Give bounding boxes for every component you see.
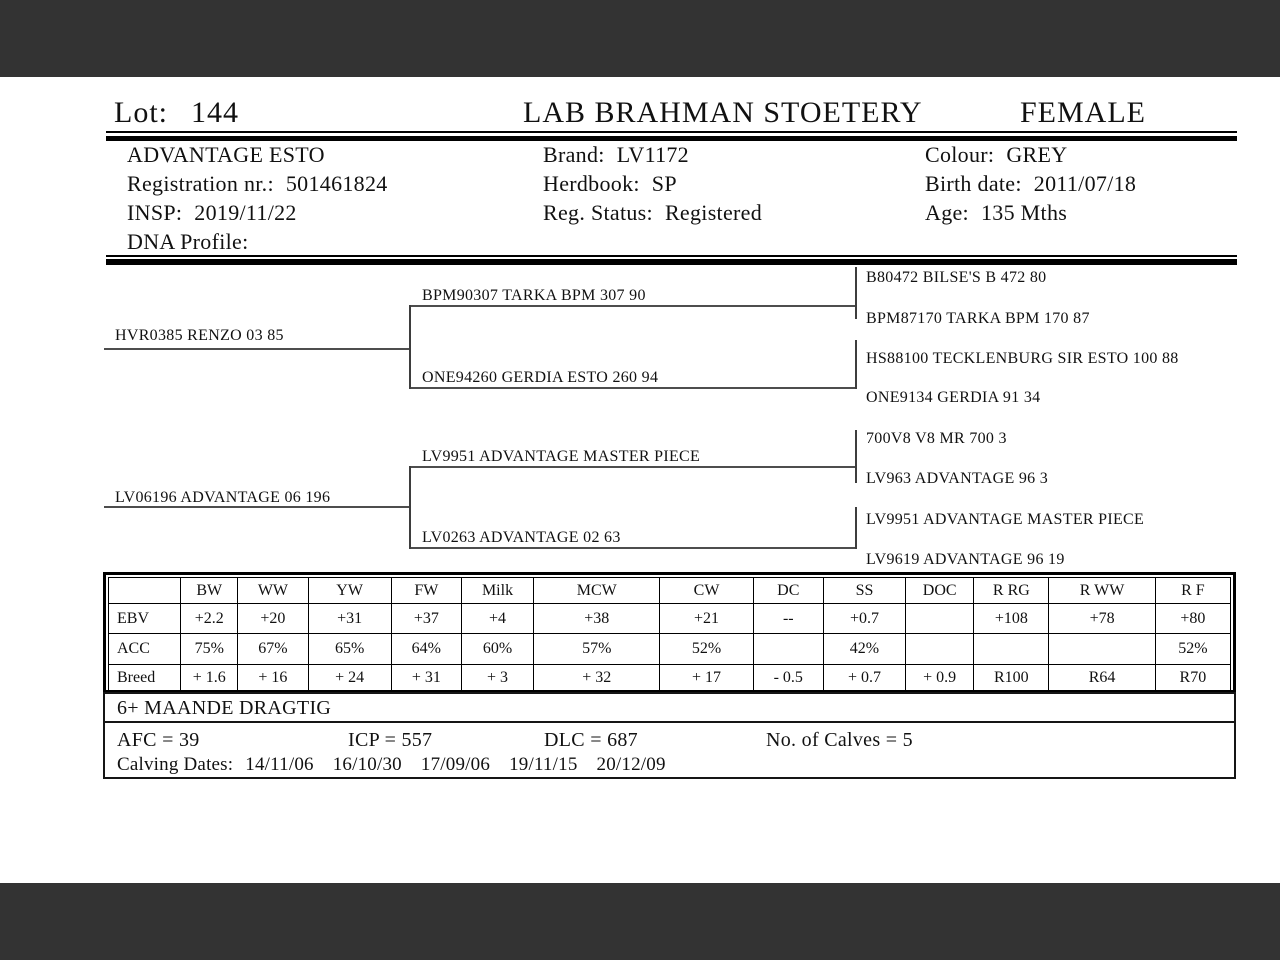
- ebv-cell: + 17: [660, 665, 753, 692]
- ebv-col-header: YW: [308, 578, 391, 604]
- pedigree-line: [855, 267, 857, 319]
- herdbook-field: [543, 171, 677, 197]
- dlc-stat: DLC = 687: [544, 729, 638, 751]
- stats-box: [103, 721, 1236, 779]
- brand-label: Brand:: [543, 142, 605, 167]
- ebv-cell: [753, 634, 823, 665]
- pedigree-line: [104, 506, 410, 508]
- icp-stat: ICP = 557: [348, 729, 433, 751]
- pedigree-line: [409, 466, 411, 549]
- pedigree-gg-name: HS88100 TECKLENBURG SIR ESTO 100 88: [866, 350, 1179, 367]
- colour-label: Colour:: [925, 142, 995, 167]
- pedigree-gg-name: LV9619 ADVANTAGE 96 19: [866, 551, 1065, 568]
- pedigree-gg-name: ONE9134 GERDIA 91 34: [866, 389, 1041, 406]
- calving-dates-line: [117, 754, 666, 776]
- ebv-col-header: R WW: [1049, 578, 1155, 604]
- ebv-cell: +21: [660, 604, 753, 634]
- ebv-cell: 65%: [308, 634, 391, 665]
- age-field: [925, 200, 1067, 226]
- ebv-cell: +31: [308, 604, 391, 634]
- calving-dates-label: Calving Dates:: [117, 754, 234, 775]
- ebv-cell: 57%: [534, 634, 660, 665]
- calves-count-stat: No. of Calves = 5: [766, 729, 913, 751]
- insp-value: 2019/11/22: [194, 200, 297, 225]
- dna-profile-field: [127, 229, 261, 255]
- herdbook-value: SP: [651, 171, 677, 196]
- ebv-cell: 52%: [660, 634, 753, 665]
- calving-date: 19/11/15: [509, 754, 578, 775]
- registration-value: 501461824: [285, 171, 388, 196]
- lot-label: Lot:: [114, 96, 168, 129]
- ebv-col-header: CW: [660, 578, 753, 604]
- top-dark-bar: [0, 0, 1280, 77]
- pedigree-line: [855, 340, 857, 389]
- pedigree-gg-name: B80472 BILSE'S B 472 80: [866, 269, 1047, 286]
- pedigree-line: [855, 430, 857, 483]
- ebv-cell: +2.2: [181, 604, 238, 634]
- calving-date: 16/10/30: [332, 754, 402, 775]
- header-rule-thick: [106, 136, 1237, 141]
- pedigree-sire-dam-name: ONE94260 GERDIA ESTO 260 94: [422, 369, 659, 386]
- ebv-table-row: [109, 634, 1231, 665]
- reg-status-label: Reg. Status:: [543, 200, 653, 225]
- details-rule-thin: [106, 255, 1237, 257]
- ebv-col-header: BW: [181, 578, 238, 604]
- ebv-cell: + 16: [238, 665, 308, 692]
- pedigree-gg-name: LV963 ADVANTAGE 96 3: [866, 470, 1049, 487]
- pedigree-line: [410, 466, 857, 468]
- birth-date-label: Birth date:: [925, 171, 1022, 196]
- ebv-cell: +78: [1049, 604, 1155, 634]
- ebv-cell: +108: [974, 604, 1049, 634]
- ebv-col-header: MCW: [534, 578, 660, 604]
- ebv-col-header: R F: [1155, 578, 1230, 604]
- ebv-cell: 52%: [1155, 634, 1230, 665]
- ebv-cell: +37: [391, 604, 461, 634]
- brand-value: LV1172: [616, 142, 689, 167]
- animal-name: ADVANTAGE ESTO: [127, 142, 325, 167]
- ebv-cell: + 24: [308, 665, 391, 692]
- ebv-col-header: FW: [391, 578, 461, 604]
- pedigree-gg-name: BPM87170 TARKA BPM 170 87: [866, 310, 1090, 327]
- lot-line: [114, 96, 239, 130]
- lot-number: 144: [191, 96, 239, 129]
- ebv-cell: 60%: [461, 634, 533, 665]
- pedigree-line: [410, 305, 857, 307]
- ebv-col-header: DOC: [906, 578, 974, 604]
- pedigree-line: [104, 348, 410, 350]
- ebv-table-row: [109, 665, 1231, 692]
- ebv-row-label: EBV: [109, 604, 181, 634]
- ebv-cell: + 0.9: [906, 665, 974, 692]
- reg-status-field: [543, 200, 762, 226]
- brand-field: [543, 142, 689, 168]
- bottom-dark-bar: [0, 883, 1280, 960]
- birth-date-field: [925, 171, 1136, 197]
- ebv-col-header: Milk: [461, 578, 533, 604]
- ebv-col-header: R RG: [974, 578, 1049, 604]
- ebv-cell: + 0.7: [823, 665, 905, 692]
- insp-label: INSP:: [127, 200, 183, 225]
- ebv-cell: [974, 634, 1049, 665]
- ebv-cell: R64: [1049, 665, 1155, 692]
- insp-field: [127, 200, 297, 226]
- colour-field: [925, 142, 1067, 168]
- birth-date-value: 2011/07/18: [1033, 171, 1137, 196]
- pedigree-dam-sire-name: LV9951 ADVANTAGE MASTER PIECE: [422, 448, 701, 465]
- pregnancy-note: 6+ MAANDE DRAGTIG: [117, 697, 332, 719]
- ebv-row-label: Breed: [109, 665, 181, 692]
- page-title: LAB BRAHMAN STOETERY: [523, 96, 923, 129]
- dna-profile-label: DNA Profile:: [127, 229, 249, 254]
- details-rule-thick: [106, 259, 1237, 265]
- registration-label: Registration nr.:: [127, 171, 274, 196]
- ebv-cell: 42%: [823, 634, 905, 665]
- ebv-cell: +38: [534, 604, 660, 634]
- pregnancy-note-box: [103, 692, 1236, 723]
- age-label: Age:: [925, 200, 969, 225]
- ebv-cell: R100: [974, 665, 1049, 692]
- afc-stat: AFC = 39: [117, 729, 200, 751]
- ebv-cell: +20: [238, 604, 308, 634]
- ebv-cell: 64%: [391, 634, 461, 665]
- ebv-table-header-row: [109, 578, 1231, 604]
- pedigree-dam-dam-name: LV0263 ADVANTAGE 02 63: [422, 529, 621, 546]
- ebv-cell: 75%: [181, 634, 238, 665]
- ebv-cell: 67%: [238, 634, 308, 665]
- pedigree-line: [855, 507, 857, 549]
- sex-label: FEMALE: [1020, 96, 1146, 129]
- reg-status-value: Registered: [664, 200, 763, 225]
- ebv-cell: +4: [461, 604, 533, 634]
- ebv-cell: R70: [1155, 665, 1230, 692]
- pedigree-sire-name: HVR0385 RENZO 03 85: [115, 327, 284, 344]
- ebv-col-header: DC: [753, 578, 823, 604]
- pedigree-line: [409, 305, 411, 389]
- ebv-table-row: [109, 604, 1231, 634]
- ebv-table: [103, 572, 1236, 693]
- colour-value: GREY: [1006, 142, 1068, 167]
- pedigree-line: [410, 387, 857, 389]
- pedigree-gg-name: 700V8 V8 MR 700 3: [866, 430, 1007, 447]
- age-value: 135 Mths: [980, 200, 1068, 225]
- ebv-cell: - 0.5: [753, 665, 823, 692]
- pedigree-gg-name: LV9951 ADVANTAGE MASTER PIECE: [866, 511, 1145, 528]
- pedigree-sire-sire-name: BPM90307 TARKA BPM 307 90: [422, 287, 646, 304]
- calving-date: 14/11/06: [245, 754, 314, 775]
- ebv-cell: +0.7: [823, 604, 905, 634]
- ebv-cell: +80: [1155, 604, 1230, 634]
- header-rule-thin: [106, 131, 1237, 133]
- calving-date: 20/12/09: [596, 754, 666, 775]
- ebv-col-header: [109, 578, 181, 604]
- ebv-row-label: ACC: [109, 634, 181, 665]
- ebv-cell: [906, 634, 974, 665]
- ebv-cell: + 31: [391, 665, 461, 692]
- ebv-cell: --: [753, 604, 823, 634]
- ebv-cell: [1049, 634, 1155, 665]
- calving-date: 17/09/06: [420, 754, 491, 775]
- ebv-col-header: SS: [823, 578, 905, 604]
- herdbook-label: Herdbook:: [543, 171, 640, 196]
- ebv-col-header: WW: [238, 578, 308, 604]
- ebv-cell: [906, 604, 974, 634]
- pedigree-dam-name: LV06196 ADVANTAGE 06 196: [115, 489, 331, 506]
- ebv-cell: + 1.6: [181, 665, 238, 692]
- pedigree-line: [410, 547, 857, 549]
- registration-field: [127, 171, 388, 197]
- ebv-cell: + 3: [461, 665, 533, 692]
- ebv-cell: + 32: [534, 665, 660, 692]
